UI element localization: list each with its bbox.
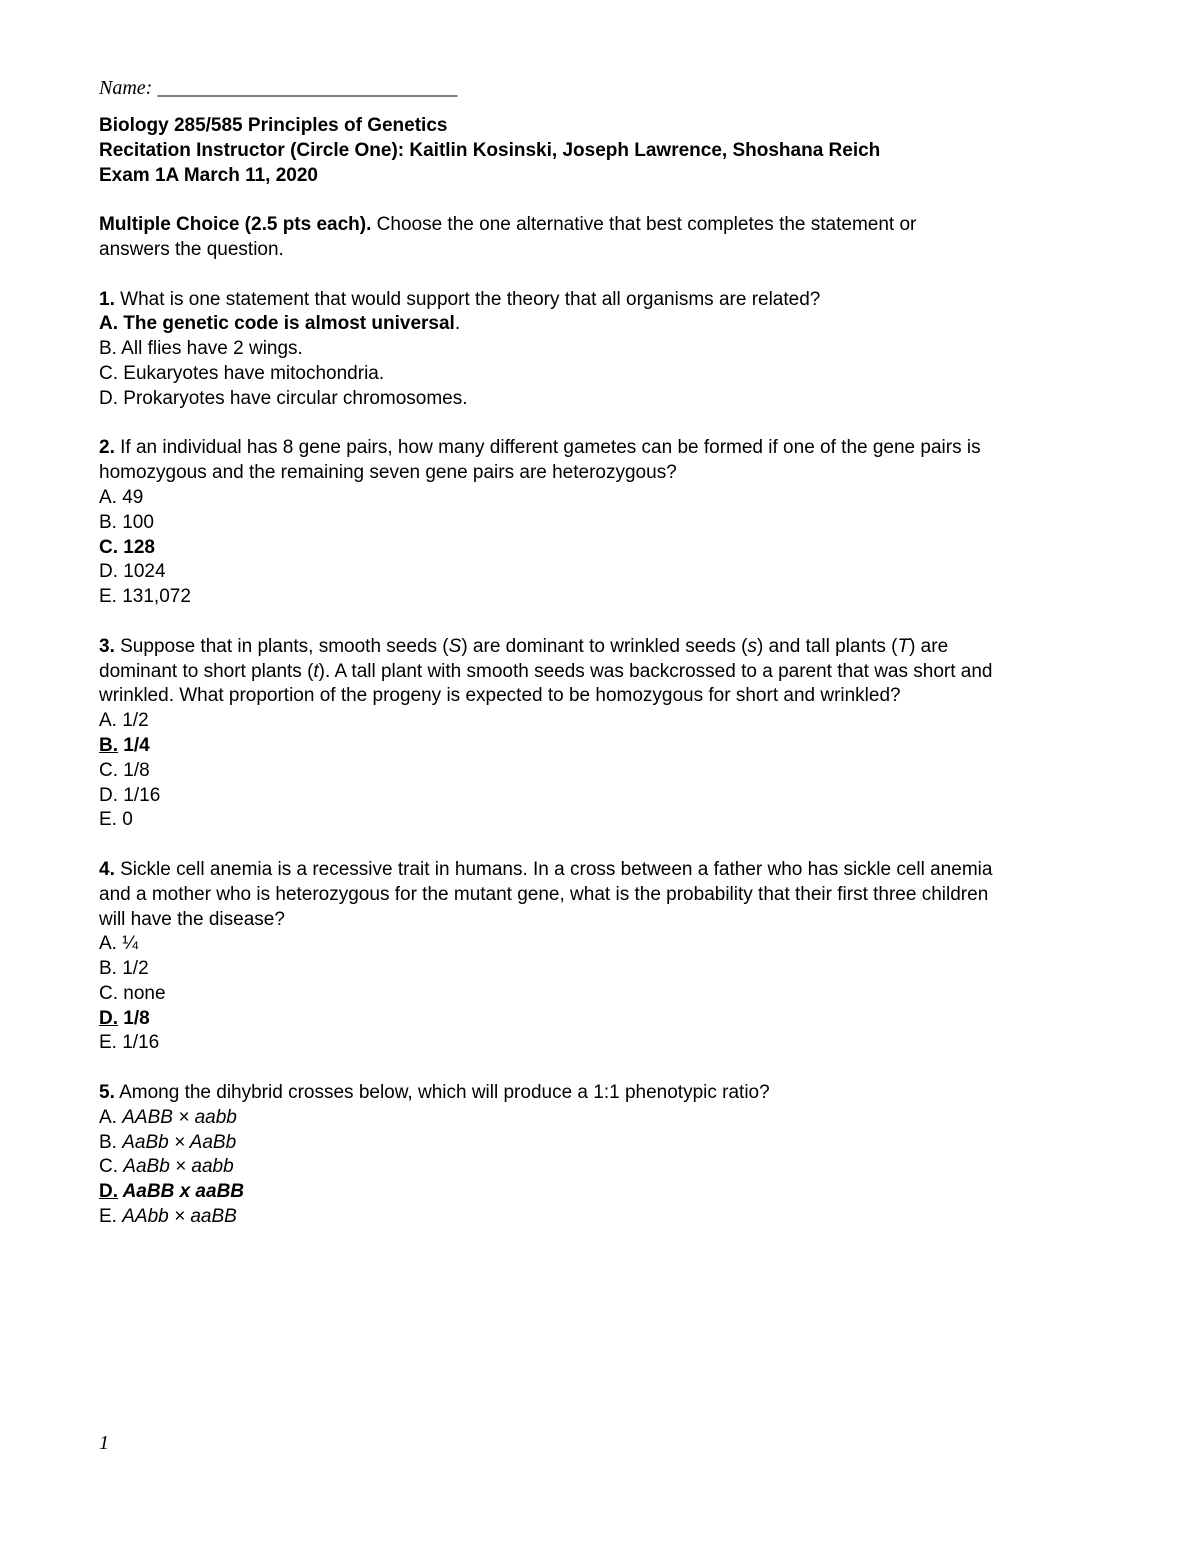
- question-number: 3.: [99, 635, 115, 657]
- instructions: [99, 213, 1119, 238]
- question-1: [99, 288, 1119, 313]
- q3-text: ) are dominant to wrinkled seeds (: [461, 635, 748, 657]
- question-text: Among the dihybrid crosses below, which will produce a 1:1 phenotypic ratio?: [114, 1082, 770, 1104]
- instructions-text-2: answers the question.: [99, 238, 284, 260]
- course-title: Biology 285/585 Principles of Genetics: [99, 115, 448, 136]
- q5-option-label: C.: [99, 1156, 124, 1178]
- q3-symbol-T: T: [897, 635, 910, 657]
- q4-option-a: A. ¼: [99, 933, 139, 955]
- q3-option-d: D. 1/16: [99, 784, 161, 806]
- q2-option-c: C. 128: [99, 536, 155, 558]
- q4-option-e: E. 1/16: [99, 1032, 160, 1054]
- q4-option-c: C. none: [99, 982, 166, 1004]
- q2-option-e: E. 131,072: [99, 586, 191, 608]
- q2-option-b: B. 100: [99, 511, 154, 533]
- q3-text: ) are: [909, 635, 949, 657]
- q3-symbol-S: S: [448, 635, 462, 657]
- q2-option-a: A. 49: [99, 486, 144, 508]
- exam-page: [99, 76, 1119, 1230]
- q3-text: ). A tall plant with smooth seeds was backcrossed to a parent that was short and: [318, 660, 993, 682]
- question-text: Sickle cell anemia is a recessive trait in humans. In a cross between a father who has sickle cell anemia: [114, 858, 993, 880]
- q4-option-d: [99, 1007, 1119, 1032]
- q1-answer-a-tail: .: [454, 313, 461, 335]
- q5-option-value: AABB × aabb: [122, 1106, 237, 1128]
- question-3-line-3: wrinkled. What proportion of the progeny is expected to be homozygous for short and wrinkled?: [99, 685, 901, 707]
- question-3-line-2: [99, 660, 1119, 685]
- q3-answer-value: 1/4: [118, 734, 150, 756]
- q5-option-label: B.: [99, 1131, 123, 1153]
- instructions-text: Choose the one alternative that best completes the statement or: [371, 214, 917, 236]
- question-text-2: homozygous and the remaining seven gene pairs are heterozygous?: [99, 462, 677, 484]
- q3-answer-letter: B.: [99, 734, 118, 756]
- q4-option-b: B. 1/2: [99, 958, 149, 980]
- q3-text: ) and tall plants (: [757, 635, 898, 657]
- question-number: 2.: [99, 437, 115, 459]
- question-4: [99, 858, 1119, 883]
- q1-option-b: B. All flies have 2 wings.: [99, 338, 303, 360]
- q3-option-b: [99, 734, 1119, 759]
- q4-answer-value: 1/8: [118, 1007, 150, 1029]
- q3-option-a: A. 1/2: [99, 710, 149, 732]
- exam-date: Exam 1A March 11, 2020: [99, 164, 318, 186]
- q5-option-value: AaBb × AaBb: [122, 1131, 237, 1153]
- q3-text: dominant to short plants (: [99, 660, 314, 682]
- q5-answer-letter: D.: [99, 1181, 118, 1203]
- q3-symbol-s: s: [747, 635, 757, 657]
- q3-option-c: C. 1/8: [99, 759, 150, 781]
- question-text: What is one statement that would support the theory that all organisms are related?: [114, 288, 821, 310]
- question-4-line-2: and a mother who is heterozygous for the mutant gene, what is the probability that their first three children: [99, 883, 989, 905]
- question-3: [99, 635, 1119, 660]
- recitation-instructors: Recitation Instructor (Circle One): Kaitlin Kosinski, Joseph Lawrence, Shoshana Reich: [99, 139, 881, 161]
- q5-answer-value: AaBB x aaBB: [118, 1181, 245, 1203]
- q2-option-d: D. 1024: [99, 561, 166, 583]
- q3-text: Suppose that in plants, smooth seeds (: [114, 635, 449, 657]
- question-4-line-3: will have the disease?: [99, 908, 285, 930]
- q1-answer-a: A. The genetic code is almost universal: [99, 313, 455, 335]
- q5-option-label: E.: [99, 1206, 123, 1228]
- q5-option-value: AAbb × aaBB: [122, 1206, 237, 1228]
- q1-option-d: D. Prokaryotes have circular chromosomes.: [99, 387, 468, 409]
- instructions-label: Multiple Choice (2.5 pts each).: [99, 214, 372, 236]
- question-number: 4.: [99, 858, 115, 880]
- question-2: [99, 436, 1119, 461]
- q5-option-e: [99, 1205, 1119, 1230]
- q3-option-e: E. 0: [99, 809, 133, 831]
- q5-option-d: [99, 1180, 1119, 1205]
- q5-option-value: AaBb × aabb: [123, 1156, 234, 1178]
- name-line: Name: ______________________________: [99, 77, 458, 99]
- q5-option-c: [99, 1155, 1119, 1180]
- q5-option-label: A.: [99, 1106, 123, 1128]
- q5-option-b: [99, 1131, 1119, 1156]
- q1-option-c: C. Eukaryotes have mitochondria.: [99, 362, 385, 384]
- q1-option-a: [99, 312, 1119, 337]
- page-number: 1: [99, 1432, 109, 1454]
- q5-option-a: [99, 1106, 1119, 1131]
- q4-answer-letter: D.: [99, 1007, 118, 1029]
- q3-symbol-t: t: [313, 660, 319, 682]
- question-number: 1.: [99, 288, 115, 310]
- question-5: [99, 1081, 1119, 1106]
- question-number: 5.: [99, 1082, 115, 1104]
- question-text: If an individual has 8 gene pairs, how many different gametes can be formed if one of the gene pairs is: [114, 437, 981, 459]
